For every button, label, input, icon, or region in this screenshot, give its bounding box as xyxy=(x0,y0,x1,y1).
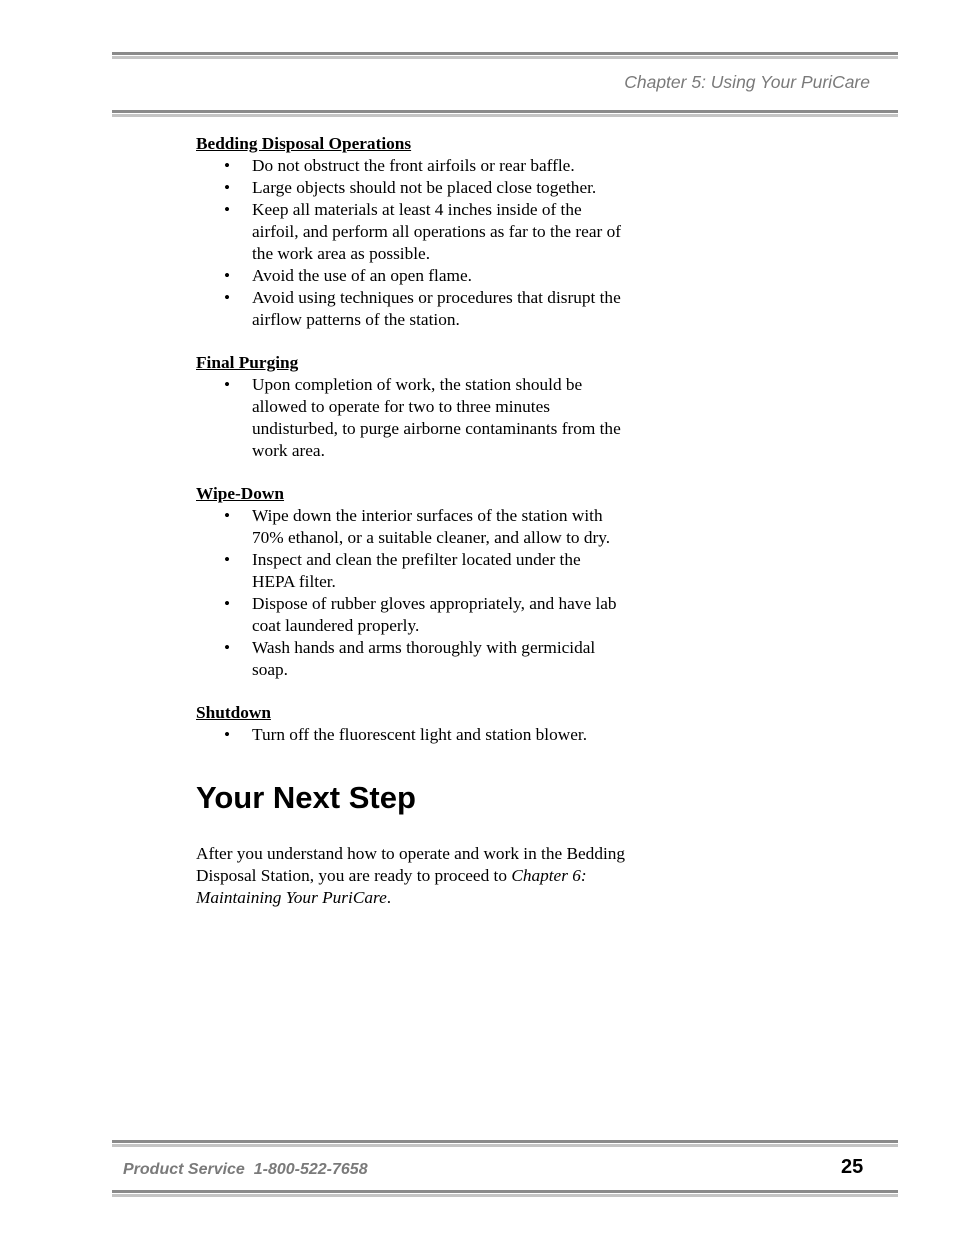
list-item: • Wipe down the interior surfaces of the station with 70% ethanol, or a suitable cleaner, and allow to dry. xyxy=(224,506,611,547)
next-step-title: Your Next Step xyxy=(196,780,416,815)
bullet-icon: • xyxy=(224,725,231,744)
list-item: • Turn off the fluorescent light and station blower. xyxy=(224,725,588,744)
bullet-icon: • xyxy=(224,550,231,569)
list-item: • Wash hands and arms thoroughly with germicidal soap. xyxy=(224,638,596,679)
list-item: • Large objects should not be placed close together. xyxy=(224,178,597,197)
chapter-header: Chapter 5: Using Your PuriCare xyxy=(624,72,870,92)
section-final-purging xyxy=(196,352,626,462)
bullet-icon: • xyxy=(224,288,231,307)
bullet-icon: • xyxy=(224,594,231,613)
list-item: • Inspect and clean the prefilter located under the HEPA filter. xyxy=(224,550,581,591)
section-heading: Shutdown xyxy=(196,703,271,722)
bullet-list xyxy=(196,505,626,681)
bullet-icon: • xyxy=(224,638,231,657)
header-rule-bottom xyxy=(112,110,898,117)
section-wipe-down xyxy=(196,483,626,681)
bullet-icon: • xyxy=(224,156,231,175)
bullet-list xyxy=(196,374,626,462)
bullet-icon: • xyxy=(224,200,231,219)
page-content xyxy=(196,133,626,909)
next-step-paragraph: After you understand how to operate and work in the Bedding Disposal Station, you are ready to proceed to Chapter 6: Maintaining Your PuriCare. xyxy=(196,844,626,907)
footer-rule-bottom xyxy=(112,1190,898,1197)
product-service-phone: Product Service 1-800-522-7658 xyxy=(123,1161,368,1178)
section-heading: Bedding Disposal Operations xyxy=(196,134,412,153)
bullet-list xyxy=(196,724,626,746)
bullet-icon: • xyxy=(224,375,231,394)
bullet-icon: • xyxy=(224,266,231,285)
list-item: • Keep all materials at least 4 inches inside of the airfoil, and perform all operations as far to the rear of the work area as possible. xyxy=(224,200,621,263)
section-heading: Wipe-Down xyxy=(196,484,285,503)
list-item: • Dispose of rubber gloves appropriately, and have lab coat laundered properly. xyxy=(224,594,617,635)
section-shutdown xyxy=(196,702,626,746)
page-number: 25 xyxy=(841,1156,864,1178)
bullet-list xyxy=(196,155,626,331)
footer-rule-top xyxy=(112,1140,898,1147)
section-heading: Final Purging xyxy=(196,353,299,372)
section-bedding-disposal xyxy=(196,133,626,331)
list-item: • Do not obstruct the front airfoils or rear baffle. xyxy=(224,156,575,175)
chapter-reference: Chapter 6: Maintaining Your PuriCare xyxy=(196,866,587,907)
list-item: • Upon completion of work, the station should be allowed to operate for two to three minutes undisturbed, to purge airborne contaminants from the work area. xyxy=(224,375,621,460)
header-rule-top xyxy=(112,52,898,59)
list-item: • Avoid using techniques or procedures that disrupt the airflow patterns of the station. xyxy=(224,288,621,329)
list-item: • Avoid the use of an open flame. xyxy=(224,266,472,285)
bullet-icon: • xyxy=(224,506,231,525)
bullet-icon: • xyxy=(224,178,231,197)
